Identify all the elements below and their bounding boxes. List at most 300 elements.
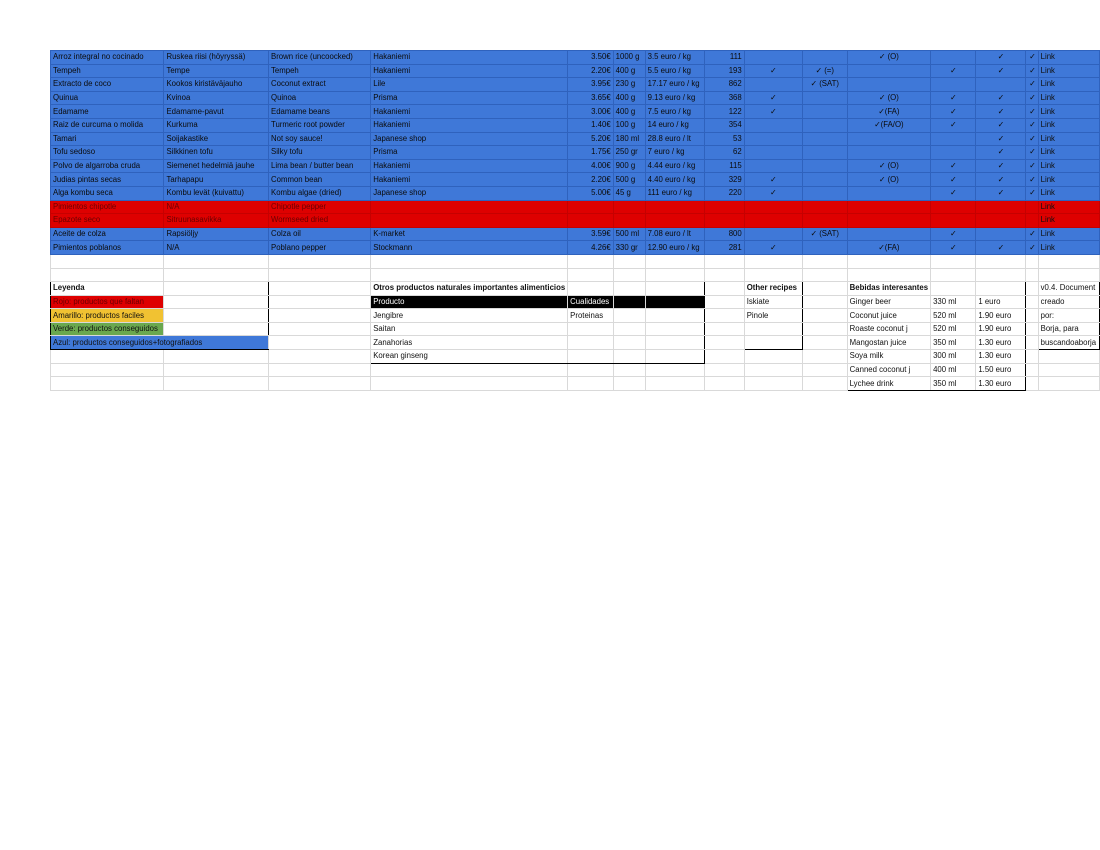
cell-store[interactable]: Prisma: [371, 91, 568, 105]
cell-check-4[interactable]: ✓: [931, 159, 976, 173]
cell-check-6[interactable]: ✓: [1026, 118, 1038, 132]
cell-link[interactable]: [1038, 214, 1099, 228]
cell-name-fi[interactable]: Rapsiöljy: [164, 227, 269, 241]
cell-store[interactable]: Hakaniemi: [371, 159, 568, 173]
cell-check-5[interactable]: ✓: [976, 64, 1026, 78]
bebida-price[interactable]: 1.90 euro: [976, 309, 1026, 323]
cell-name-en[interactable]: Lima bean / butter bean: [269, 159, 371, 173]
cell-check-3[interactable]: [847, 78, 930, 92]
cell[interactable]: [704, 322, 744, 336]
cell-check-1[interactable]: ✓: [744, 186, 802, 200]
cell-check-6[interactable]: ✓: [1026, 91, 1038, 105]
bebida-name[interactable]: Coconut juice: [847, 309, 930, 323]
cell-unit-price[interactable]: 111 euro / kg: [645, 186, 704, 200]
otros-header-quality[interactable]: Cualidades: [568, 295, 614, 309]
cell-name-es[interactable]: Aceite de colza: [51, 227, 164, 241]
cell-check-5[interactable]: ✓: [976, 118, 1026, 132]
cell-check-3[interactable]: [847, 227, 930, 241]
bebida-name[interactable]: Lychee drink: [847, 377, 930, 391]
cell-check-5[interactable]: [976, 214, 1026, 228]
cell[interactable]: [269, 282, 371, 296]
bebidas-title[interactable]: Bebidas interesantes: [847, 282, 930, 296]
cell[interactable]: [164, 322, 269, 336]
cell[interactable]: [371, 363, 568, 377]
cell[interactable]: [645, 282, 704, 296]
cell[interactable]: [744, 322, 802, 336]
cell[interactable]: [371, 377, 568, 391]
cell[interactable]: [613, 363, 645, 377]
cell-name-en[interactable]: Brown rice (uncoocked): [269, 51, 371, 65]
cell-store[interactable]: [371, 200, 568, 214]
cell[interactable]: [931, 268, 976, 282]
cell-link[interactable]: [1038, 159, 1099, 173]
cell-check-3[interactable]: [847, 64, 930, 78]
cell-count[interactable]: 862: [704, 78, 744, 92]
cell-check-3[interactable]: [847, 214, 930, 228]
cell-check-1[interactable]: [744, 214, 802, 228]
link[interactable]: Link: [1040, 52, 1055, 62]
cell-quantity[interactable]: 180 ml: [613, 132, 645, 146]
cell[interactable]: [269, 350, 371, 364]
link[interactable]: Link: [1040, 93, 1055, 103]
cell-name-en[interactable]: Quinoa: [269, 91, 371, 105]
cell[interactable]: [645, 268, 704, 282]
cell-count[interactable]: 368: [704, 91, 744, 105]
cell[interactable]: [1026, 268, 1038, 282]
cell-quantity[interactable]: [613, 214, 645, 228]
cell-price[interactable]: 5.20€: [568, 132, 614, 146]
cell-link[interactable]: [1038, 241, 1099, 255]
cell-check-6[interactable]: ✓: [1026, 159, 1038, 173]
cell[interactable]: [802, 363, 847, 377]
cell-check-5[interactable]: [976, 78, 1026, 92]
cell[interactable]: [704, 377, 744, 391]
cell-name-fi[interactable]: Kvinoa: [164, 91, 269, 105]
cell-check-1[interactable]: [744, 51, 802, 65]
cell[interactable]: [744, 350, 802, 364]
link[interactable]: Link: [1040, 133, 1055, 143]
cell[interactable]: [1026, 377, 1038, 391]
cell[interactable]: [164, 282, 269, 296]
bebida-qty[interactable]: 400 ml: [931, 363, 976, 377]
cell[interactable]: [51, 377, 164, 391]
cell-check-3[interactable]: ✓ (O): [847, 51, 930, 65]
cell-name-es[interactable]: Alga kombu seca: [51, 186, 164, 200]
cell[interactable]: [1026, 282, 1038, 296]
cell-check-2[interactable]: ✓ (SAT): [802, 227, 847, 241]
cell-count[interactable]: 53: [704, 132, 744, 146]
cell[interactable]: [164, 350, 269, 364]
cell-check-6[interactable]: ✓: [1026, 105, 1038, 119]
cell-name-fi[interactable]: Kookos kiristäväjauho: [164, 78, 269, 92]
cell-check-4[interactable]: [931, 146, 976, 160]
cell-check-6[interactable]: ✓: [1026, 146, 1038, 160]
cell[interactable]: [744, 268, 802, 282]
cell[interactable]: [744, 336, 802, 350]
cell-check-4[interactable]: [931, 214, 976, 228]
cell-check-2[interactable]: [802, 91, 847, 105]
cell[interactable]: [802, 295, 847, 309]
cell-unit-price[interactable]: 9.13 euro / kg: [645, 91, 704, 105]
cell-link[interactable]: [1038, 200, 1099, 214]
bebida-qty[interactable]: 300 ml: [931, 350, 976, 364]
cell[interactable]: [802, 309, 847, 323]
bebida-price[interactable]: 1.30 euro: [976, 377, 1026, 391]
cell[interactable]: [164, 295, 269, 309]
cell-name-fi[interactable]: Tarhapapu: [164, 173, 269, 187]
cell[interactable]: [1026, 309, 1038, 323]
cell-link[interactable]: [1038, 146, 1099, 160]
cell-name-es[interactable]: Arroz integral no cocinado: [51, 51, 164, 65]
cell-name-es[interactable]: Tempeh: [51, 64, 164, 78]
link[interactable]: Link: [1040, 65, 1055, 75]
cell-check-6[interactable]: ✓: [1026, 241, 1038, 255]
cell-check-3[interactable]: ✓(FA): [847, 241, 930, 255]
cell-name-es[interactable]: Quinua: [51, 91, 164, 105]
cell[interactable]: [1026, 322, 1038, 336]
cell-name-en[interactable]: Wormseed dried: [269, 214, 371, 228]
cell-price[interactable]: 2.20€: [568, 64, 614, 78]
cell-store[interactable]: Hakaniemi: [371, 118, 568, 132]
cell[interactable]: [645, 350, 704, 364]
cell-store[interactable]: Hakaniemi: [371, 51, 568, 65]
bebida-price[interactable]: 1.30 euro: [976, 350, 1026, 364]
cell-check-4[interactable]: [931, 78, 976, 92]
cell[interactable]: [164, 377, 269, 391]
cell-price[interactable]: 4.26€: [568, 241, 614, 255]
cell[interactable]: [269, 377, 371, 391]
cell[interactable]: [51, 363, 164, 377]
cell-check-3[interactable]: [847, 146, 930, 160]
cell-price[interactable]: 1.75€: [568, 146, 614, 160]
cell-check-1[interactable]: ✓: [744, 173, 802, 187]
cell-name-fi[interactable]: Tempe: [164, 64, 269, 78]
cell[interactable]: [269, 309, 371, 323]
otros-header-product[interactable]: Producto: [371, 295, 568, 309]
cell-name-es[interactable]: Epazote seco: [51, 214, 164, 228]
legend-title[interactable]: Leyenda: [51, 282, 164, 296]
cell-link[interactable]: [1038, 91, 1099, 105]
cell-check-1[interactable]: [744, 146, 802, 160]
cell[interactable]: [976, 282, 1026, 296]
cell-quantity[interactable]: 1000 g: [613, 51, 645, 65]
cell-check-4[interactable]: [931, 51, 976, 65]
cell[interactable]: [1026, 254, 1038, 268]
cell[interactable]: [645, 254, 704, 268]
bebida-name[interactable]: Canned coconut j: [847, 363, 930, 377]
cell-link[interactable]: [1038, 64, 1099, 78]
cell[interactable]: [802, 322, 847, 336]
cell[interactable]: [704, 350, 744, 364]
cell[interactable]: [613, 254, 645, 268]
cell-check-1[interactable]: [744, 132, 802, 146]
note-line[interactable]: creado: [1038, 295, 1099, 309]
cell-store[interactable]: Hakaniemi: [371, 173, 568, 187]
cell-quantity[interactable]: 400 g: [613, 91, 645, 105]
link[interactable]: Link: [1040, 229, 1055, 239]
cell-check-1[interactable]: [744, 227, 802, 241]
cell-unit-price[interactable]: 12.90 euro / kg: [645, 241, 704, 255]
cell-check-4[interactable]: ✓: [931, 186, 976, 200]
cell-name-fi[interactable]: Siemenet hedelmiä jauhe: [164, 159, 269, 173]
cell-count[interactable]: 111: [704, 51, 744, 65]
cell-price[interactable]: 3.00€: [568, 105, 614, 119]
cell[interactable]: [613, 350, 645, 364]
cell-count[interactable]: [704, 200, 744, 214]
cell-name-en[interactable]: Silky tofu: [269, 146, 371, 160]
cell-unit-price[interactable]: 14 euro / kg: [645, 118, 704, 132]
cell-check-2[interactable]: [802, 146, 847, 160]
cell-name-es[interactable]: Extracto de coco: [51, 78, 164, 92]
cell-check-6[interactable]: [1026, 214, 1038, 228]
legend-red[interactable]: Rojo: productos que faltan: [51, 295, 164, 309]
cell[interactable]: [645, 336, 704, 350]
bebida-price[interactable]: 1.90 euro: [976, 322, 1026, 336]
recipe-item[interactable]: Pinole: [744, 309, 802, 323]
cell-quantity[interactable]: 900 g: [613, 159, 645, 173]
cell-store[interactable]: Hakaniemi: [371, 64, 568, 78]
cell-unit-price[interactable]: 4.40 euro / kg: [645, 173, 704, 187]
cell-count[interactable]: 122: [704, 105, 744, 119]
cell-name-en[interactable]: Kombu algae (dried): [269, 186, 371, 200]
cell[interactable]: [269, 295, 371, 309]
cell-check-3[interactable]: ✓ (O): [847, 173, 930, 187]
cell-price[interactable]: [568, 214, 614, 228]
cell[interactable]: [1038, 254, 1099, 268]
cell-check-4[interactable]: ✓: [931, 227, 976, 241]
cell-check-2[interactable]: [802, 118, 847, 132]
cell-check-5[interactable]: ✓: [976, 173, 1026, 187]
cell[interactable]: [704, 254, 744, 268]
cell[interactable]: [802, 254, 847, 268]
cell-name-fi[interactable]: Kombu levät (kuivattu): [164, 186, 269, 200]
link[interactable]: Link: [1040, 188, 1055, 198]
cell[interactable]: [704, 336, 744, 350]
cell-check-2[interactable]: ✓ (=): [802, 64, 847, 78]
cell-check-1[interactable]: ✓: [744, 91, 802, 105]
cell-name-es[interactable]: Tofu sedoso: [51, 146, 164, 160]
cell-check-2[interactable]: [802, 159, 847, 173]
cell[interactable]: [645, 322, 704, 336]
cell[interactable]: [847, 254, 930, 268]
link[interactable]: Link: [1040, 147, 1055, 157]
cell-check-5[interactable]: ✓: [976, 146, 1026, 160]
cell[interactable]: [976, 268, 1026, 282]
cell-name-fi[interactable]: Edamame-pavut: [164, 105, 269, 119]
bebida-qty[interactable]: 350 ml: [931, 377, 976, 391]
cell[interactable]: [371, 254, 568, 268]
cell-check-2[interactable]: [802, 241, 847, 255]
bebida-price[interactable]: 1 euro: [976, 295, 1026, 309]
legend-blue[interactable]: Azul: productos conseguidos+fotografiados: [51, 336, 269, 350]
cell[interactable]: [847, 268, 930, 282]
cell-link[interactable]: [1038, 132, 1099, 146]
cell[interactable]: [568, 282, 614, 296]
cell-name-fi[interactable]: N/A: [164, 200, 269, 214]
cell-name-es[interactable]: Pimientos chipotle: [51, 200, 164, 214]
cell-price[interactable]: [568, 200, 614, 214]
cell-unit-price[interactable]: 17.17 euro / kg: [645, 78, 704, 92]
cell[interactable]: [1026, 295, 1038, 309]
cell-name-fi[interactable]: Kurkuma: [164, 118, 269, 132]
cell[interactable]: [164, 363, 269, 377]
cell[interactable]: [1026, 363, 1038, 377]
cell-store[interactable]: Stockmann: [371, 241, 568, 255]
cell-quantity[interactable]: 45 g: [613, 186, 645, 200]
cell[interactable]: [568, 268, 614, 282]
cell-check-5[interactable]: [976, 227, 1026, 241]
cell-check-5[interactable]: ✓: [976, 186, 1026, 200]
cell-count[interactable]: [704, 214, 744, 228]
link[interactable]: Link: [1040, 215, 1055, 225]
cell-check-6[interactable]: ✓: [1026, 64, 1038, 78]
cell[interactable]: [704, 295, 744, 309]
otros-item-name[interactable]: Jengibre: [371, 309, 568, 323]
cell-check-3[interactable]: ✓ (O): [847, 159, 930, 173]
cell[interactable]: [744, 363, 802, 377]
link[interactable]: Link: [1040, 106, 1055, 116]
cell-check-6[interactable]: ✓: [1026, 173, 1038, 187]
cell[interactable]: [931, 254, 976, 268]
otros-item-name[interactable]: Korean ginseng: [371, 350, 568, 364]
cell-price[interactable]: 3.65€: [568, 91, 614, 105]
cell[interactable]: [802, 350, 847, 364]
cell-check-1[interactable]: [744, 118, 802, 132]
cell-name-es[interactable]: Polvo de algarroba cruda: [51, 159, 164, 173]
cell[interactable]: [269, 322, 371, 336]
cell-unit-price[interactable]: [645, 200, 704, 214]
cell-name-fi[interactable]: Sitruunasavikka: [164, 214, 269, 228]
cell-check-1[interactable]: [744, 78, 802, 92]
otros-item-quality[interactable]: [568, 322, 614, 336]
cell-count[interactable]: 800: [704, 227, 744, 241]
cell-store[interactable]: Hakaniemi: [371, 105, 568, 119]
cell[interactable]: [613, 268, 645, 282]
cell-link[interactable]: [1038, 105, 1099, 119]
cell[interactable]: [568, 377, 614, 391]
cell[interactable]: [269, 363, 371, 377]
cell[interactable]: [568, 363, 614, 377]
cell-check-1[interactable]: [744, 159, 802, 173]
cell-unit-price[interactable]: 7.08 euro / lt: [645, 227, 704, 241]
cell[interactable]: [613, 295, 645, 309]
bebida-name[interactable]: Roaste coconut j: [847, 322, 930, 336]
cell-name-en[interactable]: Turmeric root powder: [269, 118, 371, 132]
cell-check-5[interactable]: ✓: [976, 91, 1026, 105]
cell-check-5[interactable]: ✓: [976, 159, 1026, 173]
cell-check-5[interactable]: ✓: [976, 51, 1026, 65]
cell-name-en[interactable]: Common bean: [269, 173, 371, 187]
cell-check-5[interactable]: ✓: [976, 105, 1026, 119]
cell-name-es[interactable]: Raiz de curcuma o molida: [51, 118, 164, 132]
cell-check-6[interactable]: ✓: [1026, 78, 1038, 92]
cell-check-2[interactable]: [802, 105, 847, 119]
cell-name-en[interactable]: Chipotle pepper: [269, 200, 371, 214]
cell-check-5[interactable]: ✓: [976, 241, 1026, 255]
cell-link[interactable]: [1038, 173, 1099, 187]
cell-link[interactable]: [1038, 186, 1099, 200]
cell[interactable]: [704, 268, 744, 282]
otros-item-quality[interactable]: [568, 350, 614, 364]
cell-name-es[interactable]: Pimientos poblanos: [51, 241, 164, 255]
cell-unit-price[interactable]: 7.5 euro / kg: [645, 105, 704, 119]
cell-link[interactable]: [1038, 227, 1099, 241]
cell-quantity[interactable]: 330 gr: [613, 241, 645, 255]
cell-count[interactable]: 62: [704, 146, 744, 160]
note-line[interactable]: por:: [1038, 309, 1099, 323]
cell-name-en[interactable]: Poblano pepper: [269, 241, 371, 255]
cell[interactable]: [371, 268, 568, 282]
cell-check-4[interactable]: ✓: [931, 105, 976, 119]
cell-check-6[interactable]: ✓: [1026, 51, 1038, 65]
cell[interactable]: [1038, 363, 1099, 377]
cell-name-es[interactable]: Judias pintas secas: [51, 173, 164, 187]
cell-check-1[interactable]: ✓: [744, 241, 802, 255]
cell-quantity[interactable]: 500 ml: [613, 227, 645, 241]
cell-count[interactable]: 281: [704, 241, 744, 255]
cell[interactable]: [613, 322, 645, 336]
cell-check-3[interactable]: ✓(FA/O): [847, 118, 930, 132]
cell-check-4[interactable]: ✓: [931, 118, 976, 132]
cell-count[interactable]: 220: [704, 186, 744, 200]
cell[interactable]: [802, 268, 847, 282]
cell-store[interactable]: Lile: [371, 78, 568, 92]
cell[interactable]: [976, 254, 1026, 268]
cell-name-es[interactable]: Edamame: [51, 105, 164, 119]
cell-count[interactable]: 193: [704, 64, 744, 78]
cell[interactable]: [1038, 268, 1099, 282]
cell[interactable]: [51, 268, 164, 282]
link[interactable]: Link: [1040, 242, 1055, 252]
cell-check-5[interactable]: [976, 200, 1026, 214]
cell-link[interactable]: [1038, 78, 1099, 92]
cell-check-3[interactable]: [847, 132, 930, 146]
cell-count[interactable]: 329: [704, 173, 744, 187]
cell-store[interactable]: K-market: [371, 227, 568, 241]
cell[interactable]: [802, 377, 847, 391]
bebida-qty[interactable]: 350 ml: [931, 336, 976, 350]
bebida-qty[interactable]: 330 ml: [931, 295, 976, 309]
legend-green[interactable]: Verde: productos conseguidos: [51, 322, 164, 336]
link[interactable]: Link: [1040, 120, 1055, 130]
cell[interactable]: [744, 254, 802, 268]
cell-store[interactable]: Prisma: [371, 146, 568, 160]
cell-price[interactable]: 5.00€: [568, 186, 614, 200]
legend-yellow[interactable]: Amarillo: productos faciles: [51, 309, 164, 323]
cell-price[interactable]: 2.20€: [568, 173, 614, 187]
cell-store[interactable]: [371, 214, 568, 228]
cell-quantity[interactable]: [613, 200, 645, 214]
cell[interactable]: [51, 350, 164, 364]
cell-check-1[interactable]: ✓: [744, 64, 802, 78]
cell-price[interactable]: 4.00€: [568, 159, 614, 173]
cell[interactable]: [164, 268, 269, 282]
otros-item-name[interactable]: Zanahorias: [371, 336, 568, 350]
cell[interactable]: [1038, 377, 1099, 391]
cell-price[interactable]: 3.59€: [568, 227, 614, 241]
cell-name-es[interactable]: Tamari: [51, 132, 164, 146]
cell-unit-price[interactable]: 3.5 euro / kg: [645, 51, 704, 65]
cell-price[interactable]: 3.95€: [568, 78, 614, 92]
cell-check-6[interactable]: ✓: [1026, 227, 1038, 241]
recipe-item[interactable]: Iskiate: [744, 295, 802, 309]
cell-check-3[interactable]: [847, 200, 930, 214]
cell-count[interactable]: 115: [704, 159, 744, 173]
cell-check-2[interactable]: ✓ (SAT): [802, 78, 847, 92]
cell-name-fi[interactable]: Ruskea riisi (höyryssä): [164, 51, 269, 65]
cell-check-6[interactable]: ✓: [1026, 132, 1038, 146]
cell-unit-price[interactable]: 4.44 euro / kg: [645, 159, 704, 173]
